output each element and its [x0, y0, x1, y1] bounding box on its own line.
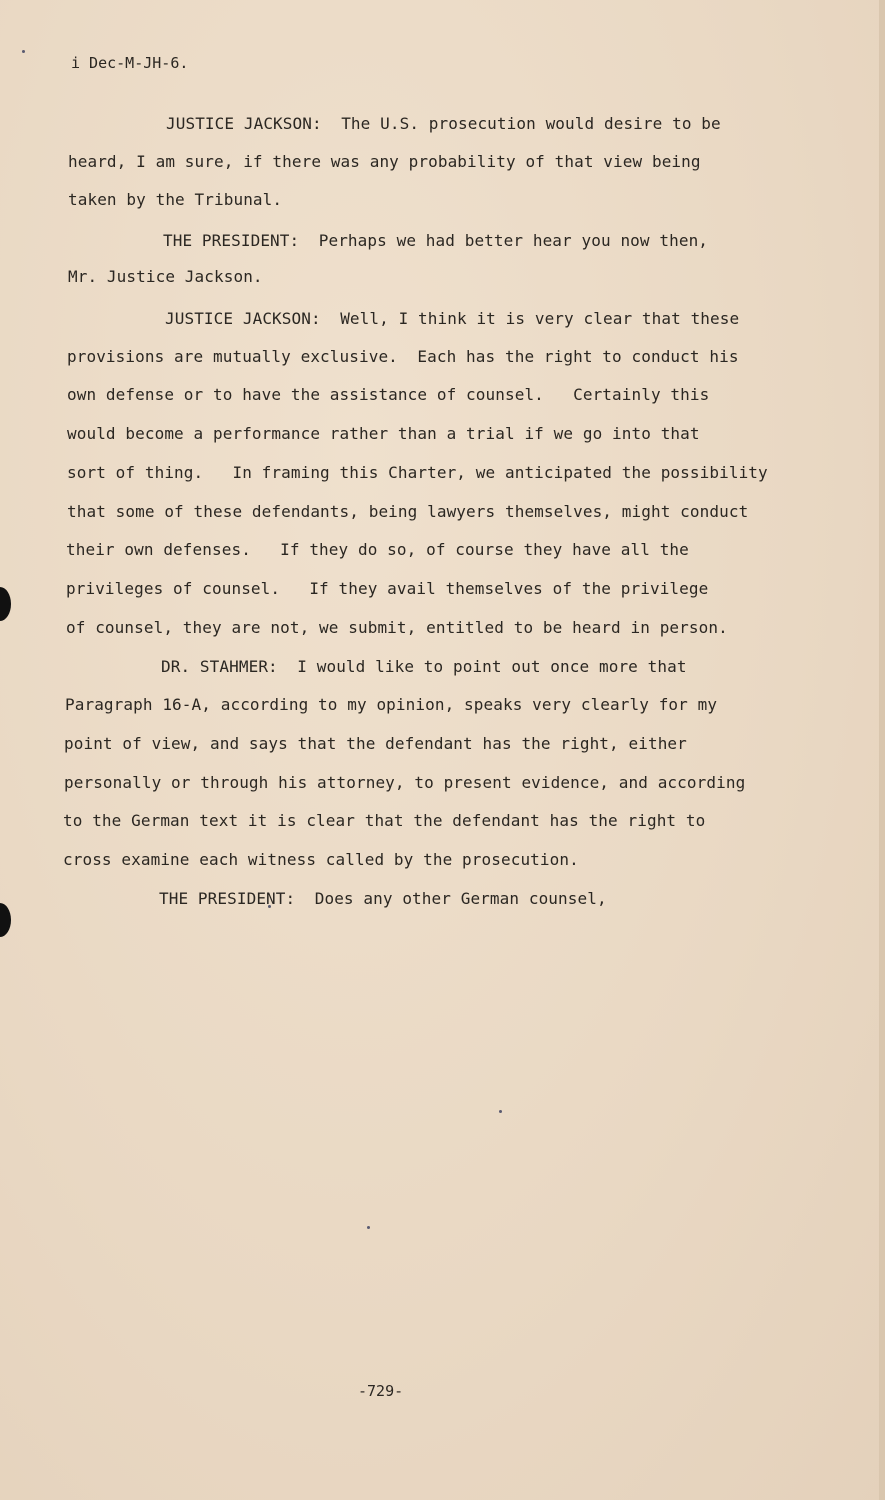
text-line: their own defenses. If they do so, of course they have all the: [66, 540, 689, 559]
text-line: privileges of counsel. If they avail themselves of the privilege: [66, 579, 709, 598]
text-line: point of view, and says that the defendant has the right, either: [64, 734, 687, 753]
text-line: personally or through his attorney, to present evidence, and according: [64, 773, 746, 792]
text-line: heard, I am sure, if there was any probability of that view being: [68, 152, 701, 171]
text-line: Paragraph 16-A, according to my opinion, speaks very clearly for my: [65, 695, 718, 714]
text-line: JUSTICE JACKSON: The U.S. prosecution would desire to be: [166, 114, 721, 133]
text-line: own defense or to have the assistance of counsel. Certainly this: [67, 385, 710, 404]
ink-speck: [499, 1110, 502, 1113]
punch-hole-top: [0, 587, 11, 621]
text-line: taken by the Tribunal.: [68, 190, 283, 209]
text-line: provisions are mutually exclusive. Each has the right to conduct his: [67, 347, 739, 366]
text-line: to the German text it is clear that the defendant has the right to: [63, 811, 706, 830]
text-line: DR. STAHMER: I would like to point out once more that: [161, 657, 687, 676]
text-line: JUSTICE JACKSON: Well, I think it is very clear that these: [165, 309, 740, 328]
text-line: THE PRESIDENT: Perhaps we had better hear you now then,: [163, 231, 709, 250]
punch-hole-bottom: [0, 903, 11, 937]
page-edge: [879, 0, 885, 1500]
text-line: THE PRESIDENT: Does any other German counsel,: [159, 889, 607, 908]
document-header: i Dec-M-JH-6.: [71, 54, 189, 72]
text-line: Mr. Justice Jackson.: [68, 267, 263, 286]
text-line: of counsel, they are not, we submit, entitled to be heard in person.: [66, 618, 728, 637]
ink-speck: [367, 1226, 370, 1229]
text-line: that some of these defendants, being lawyers themselves, might conduct: [67, 502, 749, 521]
page-number: -729-: [358, 1382, 404, 1400]
text-line: sort of thing. In framing this Charter, we anticipated the possibility: [67, 463, 768, 482]
ink-speck: [22, 50, 25, 53]
text-line: cross examine each witness called by the prosecution.: [63, 850, 579, 869]
text-line: would become a performance rather than a trial if we go into that: [67, 424, 700, 443]
